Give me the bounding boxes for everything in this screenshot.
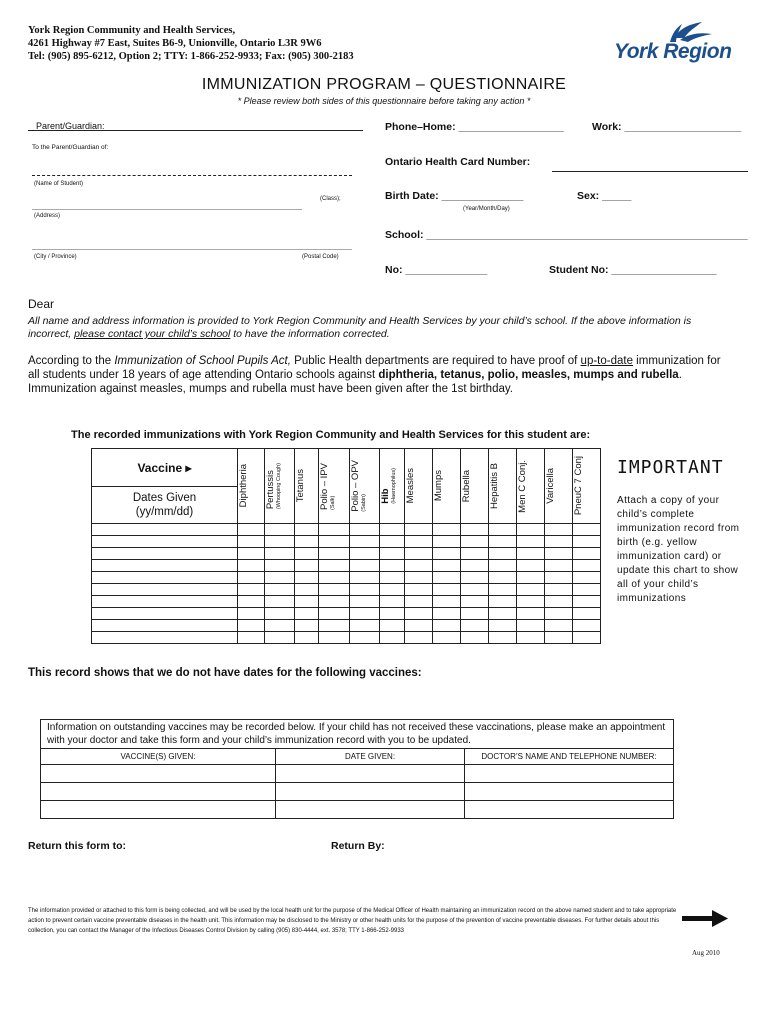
parent-field[interactable] — [28, 130, 363, 131]
dates-format: (yy/mm/dd) — [135, 506, 194, 518]
contact-school-link: please contact your child’s school — [74, 328, 231, 340]
school-field[interactable]: School: _______________________________________________________ — [385, 229, 748, 241]
vac-name: Hib — [380, 488, 391, 504]
vac-col-11-label — [517, 460, 528, 513]
vac-name: Tetanus — [295, 469, 306, 503]
missing-vaccines-heading: This record shows that we do not have dates for the following vaccines: — [28, 667, 422, 679]
up-to-date-text: up-to-date — [580, 355, 633, 367]
page-title: IMMUNIZATION PROGRAM – QUESTIONNAIRE — [201, 76, 567, 93]
arrow-right-icon — [680, 908, 730, 930]
vac-col-12-label — [545, 468, 556, 504]
vac-name: Diphtheria — [238, 464, 249, 508]
vac-col-9-label — [461, 470, 472, 502]
vaccine-header-row — [92, 449, 601, 487]
vac-sub: (Sabin) — [361, 494, 367, 512]
act-text-1: According to the — [28, 355, 115, 367]
vac-name: Hepatitis B — [489, 463, 500, 509]
doctor-header: DOCTOR’S NAME AND TELEPHONE NUMBER: — [465, 749, 674, 765]
vac-col-6 — [380, 449, 405, 524]
vac-col-10-label — [489, 463, 500, 509]
vac-col-8 — [433, 449, 461, 524]
vac-col-10 — [489, 449, 517, 524]
birth-date-field[interactable]: Birth Date: ______________ — [385, 190, 524, 202]
vac-col-4-label — [319, 463, 336, 510]
to-parent-label: To the Parent/Guardian of: — [32, 144, 109, 151]
notice-text-2: to have the information corrected. — [230, 328, 390, 340]
birth-format-label: (Year/Month/Day) — [463, 206, 510, 212]
vac-col-3 — [295, 449, 319, 524]
vac-col-4 — [319, 449, 350, 524]
outstanding-header-row — [41, 749, 674, 765]
act-paragraph — [28, 354, 728, 396]
vaccines-given-header: VACCINE(S) GIVEN: — [41, 749, 276, 765]
vac-col-11 — [517, 449, 545, 524]
org-contact: Tel: (905) 895-6212, Option 2; TTY: 1-866-252-9933; Fax: (905) 300-2183 — [28, 51, 354, 62]
important-body: Attach a copy of your child’s complete immunization record from birth (e.g. yellow immunization card) or update this chart to show all of your child’s immunizations — [617, 495, 740, 604]
outstanding-row[interactable] — [41, 765, 674, 783]
vac-col-8-label — [433, 470, 444, 501]
vac-name: Rubella — [461, 469, 472, 503]
org-address: 4261 Highway #7 East, Suites B6-9, Unionville, Ontario L3R 9W6 — [28, 38, 322, 49]
dates-label-cell — [92, 487, 238, 524]
privacy-footnote: The information provided or attached to this form is being collected, and will be used by the local health unit for the purpose of the Medical Officer of Health maintaining an immunization record on the above named student and to take appropriate action to prevent certain vaccine preventable diseases in the health unit. This information may be disclosed to the Ministry or other health units for the purpose of the prevention of vaccine preventable diseases. For further details about this collection, you can contact the Manager of the Infectious Diseases Control Division by calling (905) 830-4444, ext. 3578; TTY 1-866-252-9933 — [28, 908, 677, 934]
vaccine-record-table — [91, 448, 601, 644]
vac-col-13 — [573, 449, 601, 524]
city-field[interactable] — [32, 249, 352, 250]
city-label: (City / Province) — [34, 254, 77, 260]
work-field[interactable]: Work: ____________________ — [592, 121, 742, 133]
outstanding-vaccines-table — [40, 719, 674, 819]
vac-col-7 — [405, 449, 433, 524]
ohip-field[interactable] — [552, 171, 748, 172]
vac-col-13-label — [573, 456, 584, 515]
vac-name: Mumps — [433, 470, 444, 502]
date-given-header: DATE GIVEN: — [276, 749, 465, 765]
date-row[interactable] — [92, 560, 601, 572]
return-to-label: Return this form to: — [28, 840, 126, 852]
vac-col-7-label — [405, 468, 416, 503]
act-text-4: . Immunization against measles, mumps and rubella must have been given after the 1st birthday. — [28, 369, 682, 395]
diseases-list: diphtheria, tetanus, polio, measles, mumps and rubella — [378, 369, 679, 381]
act-name: Immunization of School Pupils Act, — [114, 355, 291, 367]
dates-label: Dates Given — [132, 492, 197, 504]
date-row[interactable] — [92, 608, 601, 620]
vac-sub: (Whooping Cough) — [276, 462, 282, 510]
vac-col-5-label — [350, 460, 367, 512]
vac-col-9 — [461, 449, 489, 524]
date-row[interactable] — [92, 620, 601, 632]
date-row[interactable] — [92, 596, 601, 608]
phone-home-field[interactable]: Phone–Home: __________________ — [385, 121, 564, 133]
student-name-field[interactable] — [32, 175, 352, 176]
org-header — [28, 24, 354, 63]
date-row[interactable] — [92, 572, 601, 584]
vac-col-1-label — [238, 464, 249, 507]
outstanding-info: Information on outstanding vaccines may be recorded below. If your child has not received these vaccinations, please make an appointment with your doctor and take this form and your child’s immunization record with you to be updated. — [41, 720, 674, 749]
york-region-logo — [610, 20, 735, 68]
date-row[interactable] — [92, 548, 601, 560]
vac-name: Varicella — [545, 468, 556, 504]
vac-name: PneuC 7 Conj — [573, 456, 584, 516]
vac-sub: (Haemophilus) — [391, 468, 397, 504]
student-no-field[interactable]: Student No: __________________ — [549, 264, 717, 276]
outstanding-info-row — [41, 720, 674, 749]
vac-col-1 — [238, 449, 265, 524]
date-row[interactable] — [92, 524, 601, 536]
logo-text: York Region — [614, 40, 732, 63]
act-text-3: immunization for all students under 18 years of age attending Ontario schools against — [28, 355, 721, 381]
notice-text-1: All name and address information is provided to York Region Community and Health Services by your child’s school. If the above information is incorrect, — [28, 315, 692, 340]
return-by-label: Return By: — [331, 840, 385, 852]
info-notice — [28, 315, 728, 341]
vac-name: Polio – OPV — [350, 460, 361, 512]
vac-col-5 — [350, 449, 380, 524]
vac-name: Measles — [405, 468, 416, 504]
vac-col-12 — [545, 449, 573, 524]
date-code: Aug 2010 — [692, 949, 720, 957]
date-row[interactable] — [92, 584, 601, 596]
vac-col-2-label — [265, 463, 282, 509]
student-name-label: (Name of Student) — [34, 181, 84, 187]
address-field[interactable] — [32, 209, 302, 210]
vac-col-6-label — [380, 468, 397, 504]
class-label: (Class); — [320, 196, 341, 202]
page-subtitle: * Please review both sides of this questionnaire before taking any action * — [237, 96, 531, 106]
important-heading: IMPORTANT — [617, 457, 724, 478]
vaccine-label-cell: Vaccine ▸ — [92, 449, 238, 487]
outstanding-row[interactable] — [41, 801, 674, 819]
date-row[interactable] — [92, 632, 601, 644]
ohip-label: Ontario Health Card Number: — [385, 156, 531, 168]
sex-field[interactable]: Sex: _____ — [577, 190, 632, 202]
vac-name: Pertussis — [265, 470, 276, 510]
postal-label: (Postal Code) — [302, 254, 339, 260]
no-field[interactable]: No: ______________ — [385, 264, 488, 276]
vac-name: Polio – IPV — [319, 462, 330, 510]
parent-label: Parent/Guardian: — [36, 121, 105, 131]
org-name: York Region Community and Health Services, — [28, 25, 236, 36]
date-row[interactable] — [92, 536, 601, 548]
act-text-2: Public Health departments are required to have proof of — [290, 355, 581, 367]
address-label: (Address) — [34, 213, 61, 219]
dear-salutation: Dear — [28, 297, 55, 311]
vac-col-2 — [265, 449, 295, 524]
outstanding-row[interactable] — [41, 783, 674, 801]
vac-col-3-label — [295, 469, 306, 502]
vac-name: Men C Conj. — [517, 459, 528, 513]
recorded-heading: The recorded immunizations with York Region Community and Health Services for this student are: — [71, 429, 591, 441]
vac-sub: (Salk) — [330, 495, 336, 510]
